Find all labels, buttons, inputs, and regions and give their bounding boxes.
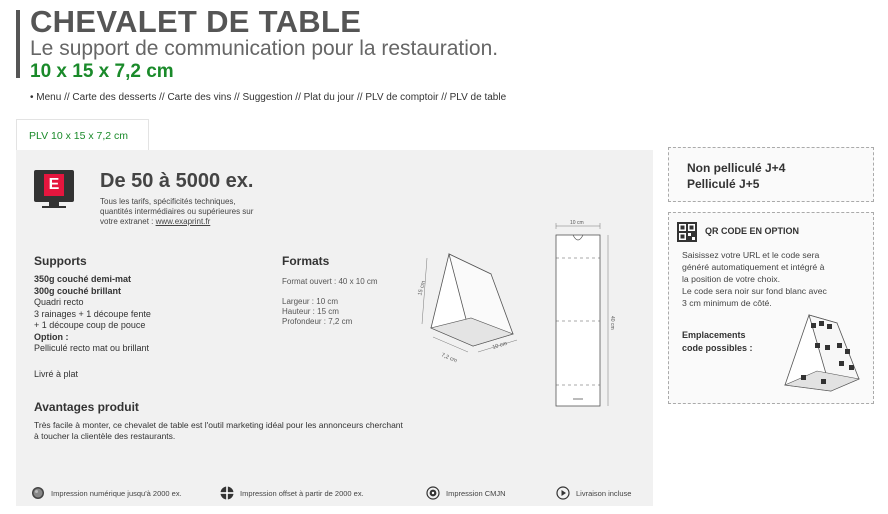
extranet-link[interactable]: www.exaprint.fr — [155, 217, 211, 226]
delay-laminated: Pelliculé J+5 — [687, 177, 760, 191]
title-accent-bar — [16, 10, 20, 78]
qr-desc-line: 3 cm minimum de côté. — [682, 298, 772, 308]
page-title: CHEVALET DE TABLE — [30, 4, 362, 39]
extranet-label: votre extranet : — [100, 217, 156, 226]
product-panel — [16, 150, 653, 506]
formats-heading: Formats — [282, 254, 330, 268]
qr-option-box — [668, 212, 874, 404]
format-height: Hauteur : 15 cm — [282, 307, 339, 316]
tab-plv-format[interactable]: PLV 10 x 15 x 7,2 cm — [16, 119, 149, 151]
qr-description — [682, 249, 868, 309]
quantity-description — [100, 197, 310, 227]
qr-placements-line: code possibles : — [682, 343, 753, 353]
option-value: Pelliculé recto mat ou brillant — [34, 343, 150, 353]
usage-list: • Menu // Carte des desserts // Carte des vins // Suggestion // Plat du jour // PLV de comptoir // PLV de table — [30, 92, 507, 103]
delay-unlaminated: Non pelliculé J+4 — [687, 161, 786, 175]
page-subtitle: Le support de communication pour la restauration. — [30, 37, 499, 60]
flat-layout-diagram — [546, 218, 626, 414]
qr-desc-line: la position de votre choix. — [682, 274, 781, 284]
supports-list — [34, 274, 151, 355]
footer-cmjn-label: Impression CMJN — [446, 488, 506, 498]
qr-desc-line: généré automatiquement et intégré à — [682, 262, 825, 272]
tent-card-diagram — [417, 246, 541, 365]
footer-offset-print — [220, 486, 364, 500]
footer-delivery-label: Livraison incluse — [576, 488, 632, 498]
footer-digital-print-label: Impression numérique jusqu'à 2000 ex. — [51, 488, 182, 498]
quantity-desc-line: Tous les tarifs, spécificités techniques, — [100, 197, 236, 206]
quantity-range: De 50 à 5000 ex. — [100, 170, 254, 192]
footer-delivery — [556, 486, 631, 500]
delivery-icon — [556, 486, 570, 500]
exaprint-monitor-icon — [34, 170, 74, 202]
avantages-heading: Avantages produit — [34, 400, 139, 414]
format-dimensions — [282, 297, 352, 327]
flat-width-label: 10 cm — [570, 220, 584, 226]
offset-print-icon — [220, 486, 234, 500]
delivery-format: Livré à plat — [34, 369, 79, 379]
paper-option: 300g couché brillant — [34, 285, 122, 296]
qr-placements-line: Emplacements — [682, 330, 746, 340]
exaprint-logo-letter: E — [44, 174, 64, 196]
quantity-desc-line: quantités intermédiaires ou supérieures sur — [100, 207, 254, 216]
format-depth: Profondeur : 7,2 cm — [282, 317, 353, 326]
paper-option: 350g couché demi-mat — [34, 274, 132, 284]
footer-digital-print — [31, 486, 182, 500]
footer-offset-print-label: Impression offset à partir de 2000 ex. — [240, 488, 364, 498]
flat-height-label: 40 cm — [609, 316, 615, 330]
finish-spec: + 1 découpe coup de pouce — [34, 320, 146, 330]
print-spec: Quadri recto — [34, 297, 84, 307]
tent-depth-label: 7,2 cm — [440, 352, 458, 365]
qr-placement-tent-illustration — [781, 309, 863, 393]
production-delay-box — [668, 147, 874, 202]
qr-placements-label — [682, 329, 782, 355]
supports-heading: Supports — [34, 254, 87, 268]
format-open: Format ouvert : 40 x 10 cm — [282, 277, 378, 286]
monitor-base — [42, 206, 66, 208]
avantages-line: à toucher la clientèle des restaurants. — [34, 431, 176, 441]
footer-cmjn — [426, 486, 506, 500]
qr-title: QR CODE EN OPTION — [705, 226, 800, 236]
qr-code-icon — [677, 222, 697, 242]
option-label: Option : — [34, 331, 69, 342]
tent-height-label: 15 cm — [417, 280, 427, 297]
digital-print-icon — [31, 486, 45, 500]
avantages-line: Très facile à monter, ce chevalet de table est l'outil marketing idéal pour les annonceurs cherchant — [34, 420, 403, 430]
avantages-description — [34, 420, 504, 442]
product-dimensions: 10 x 15 x 7,2 cm — [30, 61, 174, 82]
cmjn-icon — [426, 486, 440, 500]
format-width: Largeur : 10 cm — [282, 297, 339, 306]
finish-spec: 3 rainages + 1 découpe fente — [34, 308, 151, 319]
qr-desc-line: Saisissez votre URL et le code sera — [682, 250, 820, 260]
qr-desc-line: Le code sera noir sur fond blanc avec — [682, 286, 827, 296]
tent-width-label: 10 cm — [491, 340, 508, 351]
quantity-desc-line — [100, 217, 310, 227]
